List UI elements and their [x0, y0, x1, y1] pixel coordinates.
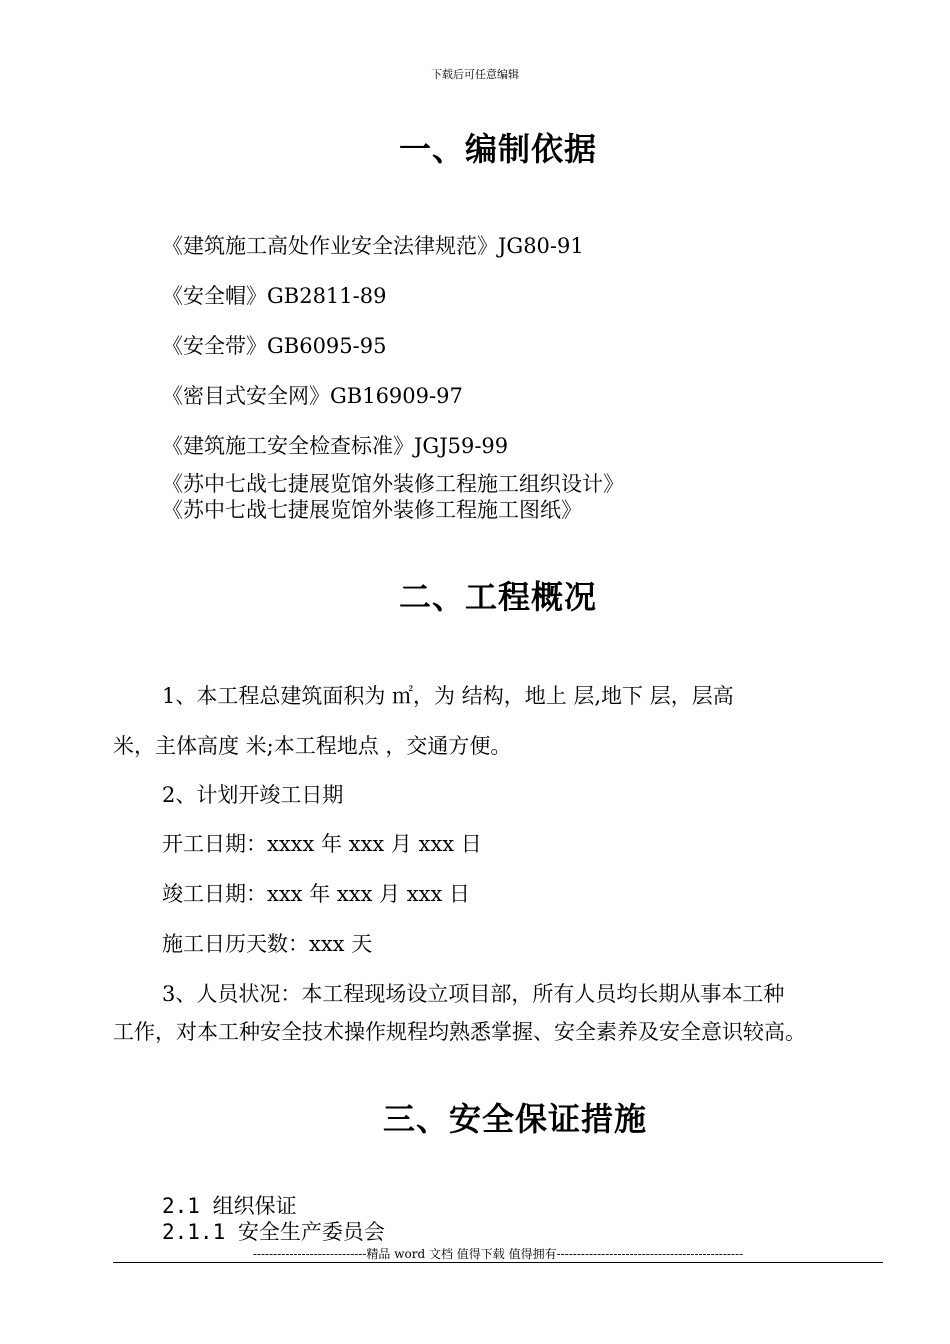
- overview-paragraph-3-line-1: 3、人员状况：本工程现场设立项目部，所有人员均长期从事本工种: [162, 982, 785, 1006]
- section-title-basis: 一、编制依据: [398, 130, 597, 168]
- overview-paragraph-1-line-2: 米，主体高度 米;本工程地点 ，交通方便。: [113, 734, 512, 758]
- section-title-overview: 二、工程概况: [398, 578, 597, 616]
- measure-item: 2.1.1 安全生产委员会: [162, 1220, 385, 1244]
- section-title-safety-measures: 三、安全保证措施: [382, 1100, 647, 1138]
- calendar-days: 施工日历天数：xxx 天: [162, 932, 373, 956]
- reference-item: 《密目式安全网》GB16909-97: [162, 384, 463, 408]
- reference-item: 《建筑施工高处作业安全法律规范》JG80-91: [162, 234, 584, 258]
- footer-divider: [113, 1262, 883, 1263]
- end-date: 竣工日期：xxx 年 xxx 月 xxx 日: [162, 882, 470, 906]
- reference-item: 《安全带》GB6095-95: [162, 334, 387, 358]
- reference-item: 《苏中七战七捷展览馆外装修工程施工组织设计》: [162, 472, 624, 496]
- measure-item: 2.1 组织保证: [162, 1194, 297, 1218]
- reference-item: 《安全帽》GB2811-89: [162, 284, 387, 308]
- reference-item: 《苏中七战七捷展览馆外装修工程施工图纸》: [162, 498, 582, 522]
- header-note: 下载后可任意编辑: [431, 68, 519, 81]
- overview-paragraph-3-line-2: 工作，对本工种安全技术操作规程均熟悉掌握、安全素养及安全意识较高。: [113, 1020, 806, 1044]
- reference-item: 《建筑施工安全检查标准》JGJ59-99: [162, 434, 509, 458]
- overview-paragraph-2: 2、计划开竣工日期: [162, 783, 344, 807]
- footer-note: ----------------------------精品 word 文档 值得下载 值得拥有----------------------------------------------: [252, 1247, 744, 1261]
- start-date: 开工日期：xxxx 年 xxx 月 xxx 日: [162, 832, 482, 856]
- overview-paragraph-1-line-1: 1、本工程总建筑面积为 ㎡，为 结构，地上 层,地下 层，层高: [162, 684, 734, 708]
